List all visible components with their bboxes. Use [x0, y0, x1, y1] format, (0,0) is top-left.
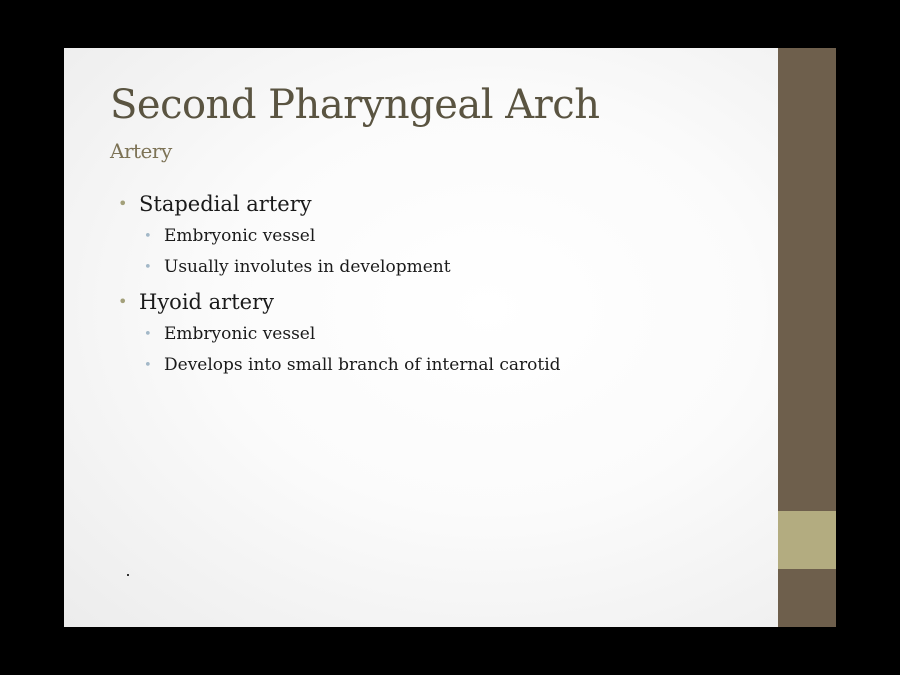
- sub-bullet-item: [118, 252, 718, 283]
- sidebar-accent-block: [778, 511, 836, 569]
- sub-bullet-item: [118, 350, 718, 381]
- sub-bullet-text: Develops into small branch of internal carotid: [164, 355, 561, 375]
- bullet-item: [118, 285, 718, 319]
- bullet-icon: •: [118, 292, 128, 311]
- bullet-text: Hyoid artery: [139, 290, 274, 314]
- bullet-list: [118, 187, 718, 383]
- sub-bullet-text: Usually involutes in development: [164, 257, 451, 277]
- sub-bullet-icon: •: [144, 358, 152, 373]
- sub-bullet-group: [118, 221, 718, 283]
- slide-title: Second Pharyngeal Arch: [110, 82, 600, 128]
- sub-bullet-icon: •: [144, 327, 152, 342]
- stray-mark: [127, 574, 129, 576]
- sub-bullet-list: [118, 221, 718, 283]
- sub-bullet-icon: •: [144, 260, 152, 275]
- sub-bullet-group: [118, 319, 718, 381]
- sub-bullet-item: [118, 221, 718, 252]
- sub-bullet-text: Embryonic vessel: [164, 324, 316, 344]
- bullet-icon: •: [118, 194, 128, 213]
- sub-bullet-item: [118, 319, 718, 350]
- sub-bullet-list: [118, 319, 718, 381]
- presentation-slide: [64, 48, 836, 627]
- bullet-text: Stapedial artery: [139, 192, 312, 216]
- sub-bullet-text: Embryonic vessel: [164, 226, 316, 246]
- sub-bullet-icon: •: [144, 229, 152, 244]
- slide-subtitle: Artery: [110, 139, 172, 163]
- bullet-item: [118, 187, 718, 221]
